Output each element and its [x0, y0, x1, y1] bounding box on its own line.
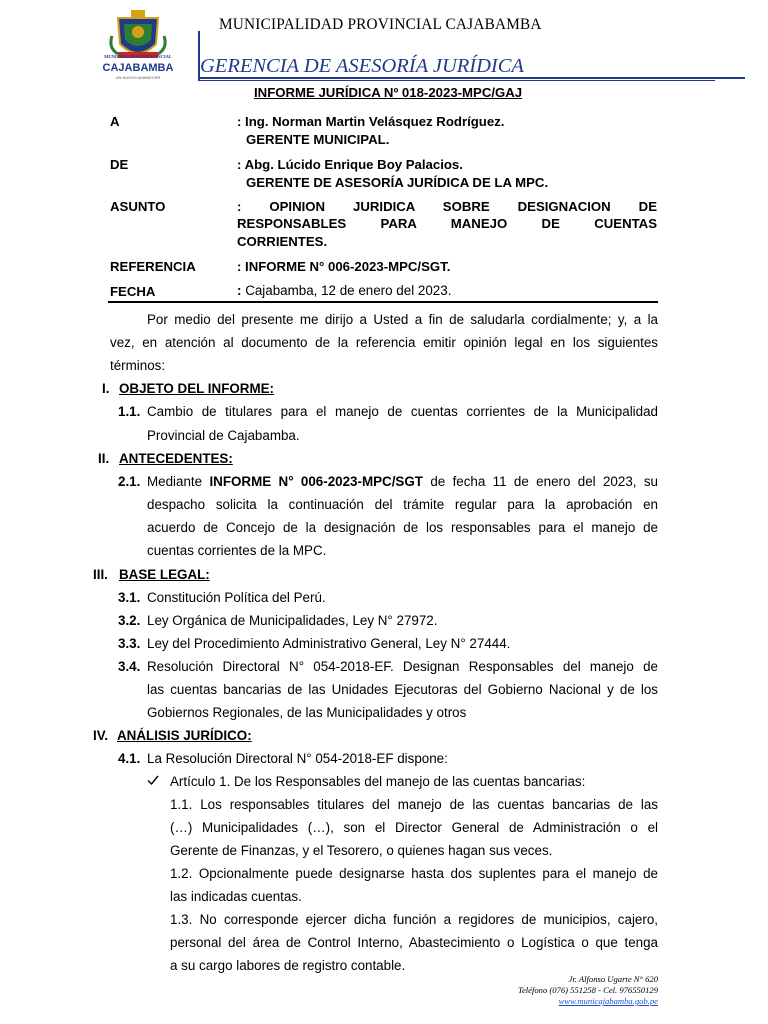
- report-title: INFORME JURÍDICA Nº 018-2023-MPC/GAJ: [254, 85, 523, 100]
- intro-line-3: términos:: [110, 358, 166, 373]
- reference-label: REFERENCIA: [110, 259, 196, 274]
- letterhead-rule-bottom: [200, 80, 715, 81]
- letterhead-rule-top: [200, 77, 745, 79]
- item-3-3-number: 3.3.: [118, 636, 141, 651]
- item-3-4-line-1: Resolución Directoral N° 054-2018-EF. Designan Responsables del manejo de: [147, 659, 658, 674]
- section-2-number: II.: [98, 451, 110, 466]
- item-3-1-text: Constitución Política del Perú.: [147, 590, 326, 605]
- section-1-number: I.: [102, 381, 110, 396]
- to-value: : Ing. Norman Martin Velásquez Rodríguez.: [237, 114, 505, 129]
- item-2-1-pre: Mediante: [147, 474, 210, 489]
- logo-city: CAJABAMBA: [102, 62, 174, 74]
- article-1-1-line-3: Gerente de Finanzas, y el Tesorero, o quienes hagan sus veces.: [170, 843, 553, 858]
- item-4-1-text: La Resolución Directoral N° 054-2018-EF dispone:: [147, 751, 448, 766]
- office-title: GERENCIA DE ASESORÍA JURÍDICA: [200, 55, 524, 77]
- municipal-logo: [104, 8, 172, 80]
- logo-tagline: UN NUEVO AMANECER: [115, 75, 161, 80]
- footer-website-link[interactable]: www.municajabamba.gob.pe: [558, 996, 658, 1006]
- section-1-title: OBJETO DEL INFORME:: [119, 381, 274, 396]
- from-title: GERENTE DE ASESORÍA JURÍDICA DE LA MPC.: [246, 175, 549, 190]
- header-divider: [108, 301, 658, 303]
- item-4-1-number: 4.1.: [118, 751, 141, 766]
- date-text: Cajabamba, 12 de enero del 2023.: [241, 283, 452, 298]
- article-1-3-line-3: a su cargo labores de registro contable.: [170, 958, 406, 973]
- article-1-heading: Artículo 1. De los Responsables del manejo de las cuentas bancarias:: [170, 774, 586, 789]
- to-title: GERENTE MUNICIPAL.: [246, 132, 390, 147]
- subject-line-2: RESPONSABLES PARA MANEJO DE CUENTAS: [237, 216, 657, 231]
- article-1-2-line-1: 1.2. Opcionalmente puede designarse hasta dos suplentes para el manejo de: [170, 866, 658, 881]
- item-2-1-post: de fecha 11 de enero del 2023, su: [422, 474, 658, 489]
- subject-label: ASUNTO: [110, 199, 166, 214]
- intro-line-2: vez, en atención al documento de la referencia emitir opinión legal en los siguientes: [110, 335, 658, 350]
- item-2-1-line-3: acuerdo de Concejo de la designación de los responsables para el manejo de: [147, 520, 658, 535]
- section-3-title: BASE LEGAL:: [119, 567, 210, 582]
- subject-line-3: CORRIENTES.: [237, 234, 328, 249]
- item-3-2-text: Ley Orgánica de Municipalidades, Ley N° 27972.: [147, 613, 438, 628]
- logo-name: MUNICIPALIDAD PROVINCIAL: [104, 54, 172, 59]
- from-value: : Abg. Lúcido Enrique Boy Palacios.: [237, 157, 463, 172]
- org-name: MUNICIPALIDAD PROVINCIAL CAJABAMBA: [219, 16, 542, 33]
- item-1-1-number: 1.1.: [118, 404, 141, 419]
- item-3-4-line-3: Gobiernos Regionales, de las Municipalidades y otros: [147, 705, 467, 720]
- article-1-3-line-1: 1.3. No corresponde ejercer dicha función a regidores de municipios, cajero,: [170, 912, 658, 927]
- section-4-title: ANÁLISIS JURÍDICO:: [117, 728, 252, 743]
- item-2-1-line-4: cuentas corrientes de la MPC.: [147, 543, 327, 558]
- from-label: DE: [110, 157, 129, 172]
- item-2-1-line-1: [147, 470, 658, 493]
- reference-value: : INFORME N° 006-2023-MPC/SGT.: [237, 259, 451, 274]
- item-2-1-number: 2.1.: [118, 474, 141, 489]
- article-1-2-line-2: las indicadas cuentas.: [170, 889, 302, 904]
- article-1-3-line-2: personal del área de Control Interno, Abastecimiento o Logística o que tenga: [170, 935, 658, 950]
- item-1-1-line-2: Provincial de Cajabamba.: [147, 428, 300, 443]
- checkmark-icon: [147, 773, 159, 785]
- article-1-1-line-1: 1.1. Los responsables titulares del manejo de las cuentas bancarias de las: [170, 797, 658, 812]
- article-1-1-line-2: (…) Municipalidades (…), son el Director General de Administración o el: [170, 820, 658, 835]
- item-2-1-line-2: despacho solicita la continuación del trámite regular para la aprobación en: [147, 497, 658, 512]
- date-value: [237, 283, 451, 298]
- section-2-title: ANTECEDENTES:: [119, 451, 233, 466]
- section-3-number: III.: [93, 567, 108, 582]
- date-label: FECHA: [110, 284, 156, 299]
- footer-phone: Teléfono (076) 551258 - Cel. 976550129: [517, 985, 658, 995]
- item-3-2-number: 3.2.: [118, 613, 141, 628]
- item-3-4-line-2: las cuentas bancarias de las Unidades Ejecutoras del Gobierno Nacional y de los: [147, 682, 658, 697]
- to-label: A: [110, 114, 120, 129]
- item-2-1-reference: INFORME N° 006-2023-MPC/SGT: [209, 474, 423, 489]
- item-3-1-number: 3.1.: [118, 590, 141, 605]
- item-3-3-text: Ley del Procedimiento Administrativo General, Ley N° 27444.: [147, 636, 511, 651]
- item-3-4-number: 3.4.: [118, 659, 141, 674]
- item-1-1-line-1: Cambio de titulares para el manejo de cuentas corrientes de la Municipalidad: [147, 404, 658, 419]
- date-colon: :: [237, 283, 242, 298]
- section-4-number: IV.: [93, 728, 109, 743]
- footer-address: Jr. Alfonso Ugarte N° 620: [568, 974, 658, 984]
- intro-line-1: Por medio del presente me dirijo a Usted a fin de saludarla cordialmente; y, a la: [147, 312, 658, 327]
- subject-line-1: : OPINION JURIDICA SOBRE DESIGNACION DE: [237, 199, 657, 214]
